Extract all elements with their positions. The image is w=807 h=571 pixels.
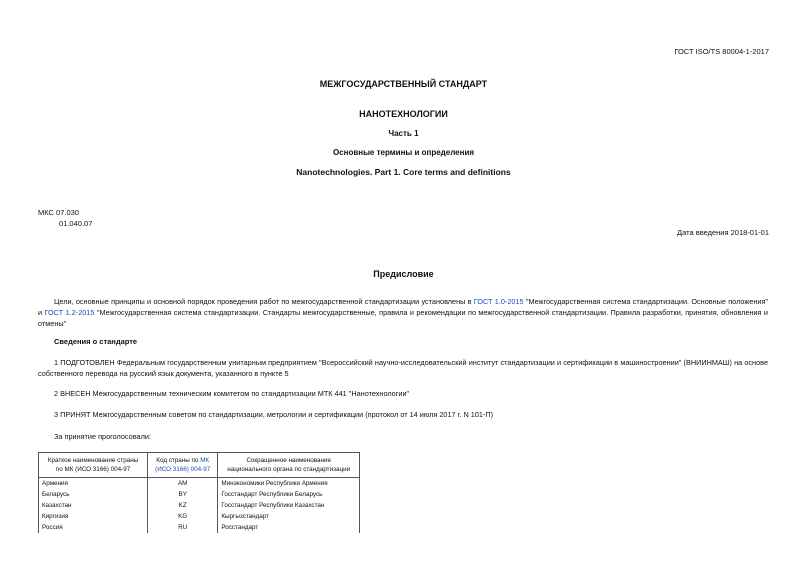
- standard-info-heading: Сведения о стандарте: [54, 337, 138, 346]
- country-name: Россия: [39, 522, 148, 533]
- standards-body: Госстандарт Республики Казахстан: [218, 500, 360, 511]
- gost-1-0-link[interactable]: ГОСТ 1.0-2015: [473, 297, 524, 306]
- mks-codes: [38, 207, 92, 229]
- standards-body: Минэкономики Республики Армения: [218, 478, 360, 490]
- gost-1-2-link[interactable]: ГОСТ 1.2-2015: [44, 308, 95, 317]
- country-code: KZ: [148, 500, 218, 511]
- document-designation: ГОСТ ISO/TS 80004-1-2017: [674, 47, 769, 56]
- introduction-date: Дата введения 2018-01-01: [677, 228, 769, 237]
- column-header-code: Код страны по МК (ИСО 3166) 004-97: [148, 453, 218, 478]
- voted-for-label: За принятие проголосовали:: [54, 432, 151, 441]
- iso-3166-link[interactable]: (ИСО 3166) 004-97: [155, 466, 211, 473]
- item-adopted: 3 ПРИНЯТ Межгосударственным советом по стандартизации, метрологии и сертификации (протокол от 14 июля 2017 г. N 101-П): [54, 410, 494, 419]
- item-submitted: 2 ВНЕСЕН Межгосударственным техническим комитетом по стандартизации МТК 441 "Нанотехнологии": [54, 389, 410, 398]
- standards-body: Росстандарт: [218, 522, 360, 533]
- country-code: AM: [148, 478, 218, 490]
- foreword-paragraph: [38, 296, 768, 329]
- standard-type: МЕЖГОСУДАРСТВЕННЫЙ СТАНДАРТ: [319, 79, 488, 89]
- country-name: Беларусь: [39, 489, 148, 500]
- country-code: BY: [148, 489, 218, 500]
- document-part: Часть 1: [388, 129, 419, 138]
- foreword-text-1: Цели, основные принципы и основной порядок проведения работ по межгосударственной стандартизации установлены в: [54, 297, 474, 306]
- table-row: [39, 500, 360, 511]
- foreword-text-2: "Межгосударственная система стандартизации. Основные положения" и: [38, 297, 768, 317]
- foreword-heading: Предисловие: [373, 269, 434, 279]
- mks-code-1: МКС 07.030: [38, 208, 79, 217]
- table-row: [39, 522, 360, 533]
- standards-body: Госстандарт Республики Беларусь: [218, 489, 360, 500]
- column-header-body: Сокращенное наименование национального органа по стандартизации: [218, 453, 360, 478]
- document-subtitle: Основные термины и определения: [332, 148, 475, 157]
- document-title-english: Nanotechnologies. Part 1. Core terms and definitions: [296, 167, 511, 177]
- foreword-text-3: "Межгосударственная система стандартизации. Стандарты межгосударственные, правила и рекомендации по межгосударственной стандартизации. Правила разработки, принятия, обновления и отмены": [38, 308, 768, 328]
- country-name: Армения: [39, 478, 148, 490]
- voting-states-table: [38, 452, 360, 533]
- mk-link[interactable]: МК: [200, 457, 210, 464]
- standards-body: Кыргызстандарт: [218, 511, 360, 522]
- country-name: Киргизия: [39, 511, 148, 522]
- country-name: Казахстан: [39, 500, 148, 511]
- country-code: KG: [148, 511, 218, 522]
- document-title: НАНОТЕХНОЛОГИИ: [359, 109, 448, 119]
- table-row: [39, 489, 360, 500]
- column-header-country: Краткое наименование страны по МК (ИСО 3166) 004-97: [39, 453, 148, 478]
- country-code: RU: [148, 522, 218, 533]
- table-row: [39, 478, 360, 490]
- table-row: [39, 511, 360, 522]
- item-prepared: 1 ПОДГОТОВЛЕН Федеральным государственным унитарным предприятием "Всероссийский научно-исследовательский институт стандартизации и сертификации в машиностроении" (ВНИИНМАШ) на основе собственного перевода на русский язык документа, указанного в пункте 5: [38, 358, 768, 378]
- mks-code-2: 01.040.07: [59, 219, 93, 228]
